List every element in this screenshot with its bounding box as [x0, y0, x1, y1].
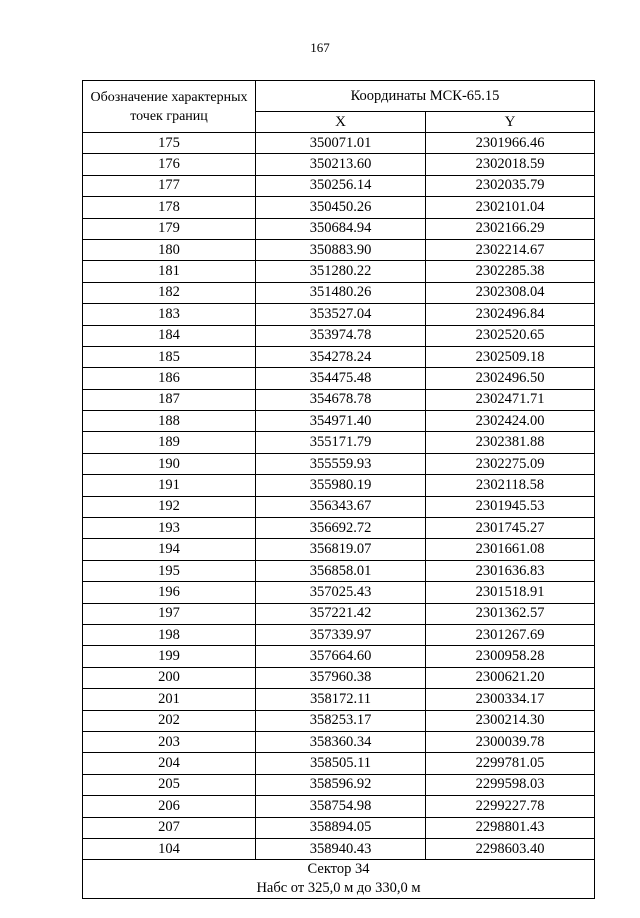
y-coordinate-cell: 2302018.59: [426, 154, 595, 175]
point-number-cell: 186: [83, 368, 256, 389]
point-number-cell: 104: [83, 838, 256, 859]
table-row: [83, 560, 595, 581]
y-column-header: Y: [426, 112, 595, 133]
x-coordinate-cell: 358940.43: [256, 838, 426, 859]
y-coordinate-cell: 2302166.29: [426, 218, 595, 239]
x-coordinate-cell: 357960.38: [256, 667, 426, 688]
x-coordinate-cell: 351280.22: [256, 261, 426, 282]
point-number-cell: 197: [83, 603, 256, 624]
coordinates-system-header: Координаты МСК-65.15: [256, 81, 595, 112]
table-row: [83, 261, 595, 282]
y-coordinate-cell: 2302471.71: [426, 389, 595, 410]
table-row: [83, 453, 595, 474]
point-number-cell: 194: [83, 539, 256, 560]
table-row: [83, 731, 595, 752]
point-number-cell: 199: [83, 646, 256, 667]
page-number: 167: [310, 40, 330, 55]
y-coordinate-cell: 2302035.79: [426, 175, 595, 196]
table-row: [83, 304, 595, 325]
point-number-cell: 187: [83, 389, 256, 410]
x-coordinate-cell: 354678.78: [256, 389, 426, 410]
x-coordinate-cell: 356858.01: [256, 560, 426, 581]
point-number-cell: 182: [83, 282, 256, 303]
x-coordinate-cell: 358172.11: [256, 689, 426, 710]
table-row: [83, 432, 595, 453]
table-header-row: [83, 81, 595, 112]
table-row: [83, 175, 595, 196]
coordinates-table: [82, 80, 595, 899]
x-coordinate-cell: 355559.93: [256, 453, 426, 474]
point-number-cell: 188: [83, 411, 256, 432]
x-coordinate-cell: 350450.26: [256, 197, 426, 218]
table-row: [83, 817, 595, 838]
y-coordinate-cell: 2302520.65: [426, 325, 595, 346]
point-number-cell: 184: [83, 325, 256, 346]
x-coordinate-cell: 350684.94: [256, 218, 426, 239]
x-coordinate-cell: 354475.48: [256, 368, 426, 389]
table-row: [83, 753, 595, 774]
table-row: [83, 624, 595, 645]
point-number-cell: 202: [83, 710, 256, 731]
x-coordinate-cell: 350071.01: [256, 133, 426, 154]
table-row: [83, 411, 595, 432]
sector-note: [83, 860, 595, 899]
y-coordinate-cell: 2302509.18: [426, 346, 595, 367]
x-coordinate-cell: 355980.19: [256, 475, 426, 496]
y-coordinate-cell: 2302101.04: [426, 197, 595, 218]
point-number-cell: 175: [83, 133, 256, 154]
x-coordinate-cell: 357339.97: [256, 624, 426, 645]
table-row: [83, 603, 595, 624]
y-coordinate-cell: 2301966.46: [426, 133, 595, 154]
y-coordinate-cell: 2299598.03: [426, 774, 595, 795]
y-coordinate-cell: 2301745.27: [426, 518, 595, 539]
x-coordinate-cell: 354278.24: [256, 346, 426, 367]
x-coordinate-cell: 358754.98: [256, 796, 426, 817]
y-coordinate-cell: 2301945.53: [426, 496, 595, 517]
table-row: [83, 582, 595, 603]
point-number-cell: 200: [83, 667, 256, 688]
x-coordinate-cell: 353974.78: [256, 325, 426, 346]
y-coordinate-cell: 2300334.17: [426, 689, 595, 710]
y-coordinate-cell: 2301661.08: [426, 539, 595, 560]
table-row: [83, 282, 595, 303]
table-row: [83, 539, 595, 560]
table-row: [83, 689, 595, 710]
point-number-cell: 203: [83, 731, 256, 752]
table-row: [83, 646, 595, 667]
table-row: [83, 154, 595, 175]
y-coordinate-cell: 2301518.91: [426, 582, 595, 603]
table-footer-row: [83, 860, 595, 899]
point-number-cell: 206: [83, 796, 256, 817]
x-coordinate-cell: 358596.92: [256, 774, 426, 795]
table-row: [83, 475, 595, 496]
table-row: [83, 368, 595, 389]
y-coordinate-cell: 2298603.40: [426, 838, 595, 859]
table-body: [83, 133, 595, 860]
point-number-cell: 181: [83, 261, 256, 282]
y-coordinate-cell: 2302381.88: [426, 432, 595, 453]
point-number-cell: 204: [83, 753, 256, 774]
point-number-cell: 198: [83, 624, 256, 645]
x-coordinate-cell: 358505.11: [256, 753, 426, 774]
y-coordinate-cell: 2301267.69: [426, 624, 595, 645]
point-number-cell: 179: [83, 218, 256, 239]
y-coordinate-cell: 2302496.50: [426, 368, 595, 389]
x-coordinate-cell: 355171.79: [256, 432, 426, 453]
y-coordinate-cell: 2302214.67: [426, 239, 595, 260]
table-row: [83, 239, 595, 260]
y-coordinate-cell: 2300958.28: [426, 646, 595, 667]
point-designation-header: Обозначение характерных точек границ: [83, 81, 256, 133]
table-row: [83, 389, 595, 410]
point-number-cell: 207: [83, 817, 256, 838]
point-number-cell: 201: [83, 689, 256, 710]
y-coordinate-cell: 2300621.20: [426, 667, 595, 688]
table-row: [83, 197, 595, 218]
point-number-cell: 195: [83, 560, 256, 581]
table-row: [83, 774, 595, 795]
point-number-cell: 177: [83, 175, 256, 196]
sector-title: Сектор 34: [307, 861, 370, 878]
x-coordinate-cell: 350256.14: [256, 175, 426, 196]
point-number-cell: 191: [83, 475, 256, 496]
x-coordinate-cell: 358894.05: [256, 817, 426, 838]
y-coordinate-cell: 2301362.57: [426, 603, 595, 624]
point-number-cell: 190: [83, 453, 256, 474]
point-number-cell: 180: [83, 239, 256, 260]
table-row: [83, 667, 595, 688]
point-number-cell: 176: [83, 154, 256, 175]
x-coordinate-cell: 358360.34: [256, 731, 426, 752]
y-coordinate-cell: 2298801.43: [426, 817, 595, 838]
x-coordinate-cell: 353527.04: [256, 304, 426, 325]
point-number-cell: 192: [83, 496, 256, 517]
x-coordinate-cell: 356343.67: [256, 496, 426, 517]
x-coordinate-cell: 356819.07: [256, 539, 426, 560]
y-coordinate-cell: 2299781.05: [426, 753, 595, 774]
point-number-cell: 193: [83, 518, 256, 539]
x-coordinate-cell: 350883.90: [256, 239, 426, 260]
y-coordinate-cell: 2302285.38: [426, 261, 595, 282]
table-row: [83, 346, 595, 367]
point-number-cell: 183: [83, 304, 256, 325]
table-row: [83, 796, 595, 817]
y-coordinate-cell: 2302424.00: [426, 411, 595, 432]
x-column-header: X: [256, 112, 426, 133]
y-coordinate-cell: 2300039.78: [426, 731, 595, 752]
point-number-cell: 189: [83, 432, 256, 453]
x-coordinate-cell: 357664.60: [256, 646, 426, 667]
y-coordinate-cell: 2299227.78: [426, 796, 595, 817]
table-row: [83, 133, 595, 154]
point-number-cell: 196: [83, 582, 256, 603]
table-row: [83, 325, 595, 346]
x-coordinate-cell: 357025.43: [256, 582, 426, 603]
height-range: Набс от 325,0 м до 330,0 м: [256, 880, 421, 897]
x-coordinate-cell: 357221.42: [256, 603, 426, 624]
y-coordinate-cell: 2302275.09: [426, 453, 595, 474]
y-coordinate-cell: 2300214.30: [426, 710, 595, 731]
point-number-cell: 185: [83, 346, 256, 367]
table-row: [83, 496, 595, 517]
x-coordinate-cell: 350213.60: [256, 154, 426, 175]
y-coordinate-cell: 2302118.58: [426, 475, 595, 496]
table-row: [83, 218, 595, 239]
y-coordinate-cell: 2302496.84: [426, 304, 595, 325]
point-number-cell: 178: [83, 197, 256, 218]
x-coordinate-cell: 356692.72: [256, 518, 426, 539]
y-coordinate-cell: 2302308.04: [426, 282, 595, 303]
point-number-cell: 205: [83, 774, 256, 795]
y-coordinate-cell: 2301636.83: [426, 560, 595, 581]
x-coordinate-cell: 358253.17: [256, 710, 426, 731]
x-coordinate-cell: 351480.26: [256, 282, 426, 303]
table-row: [83, 710, 595, 731]
table-row: [83, 838, 595, 859]
x-coordinate-cell: 354971.40: [256, 411, 426, 432]
table-row: [83, 518, 595, 539]
